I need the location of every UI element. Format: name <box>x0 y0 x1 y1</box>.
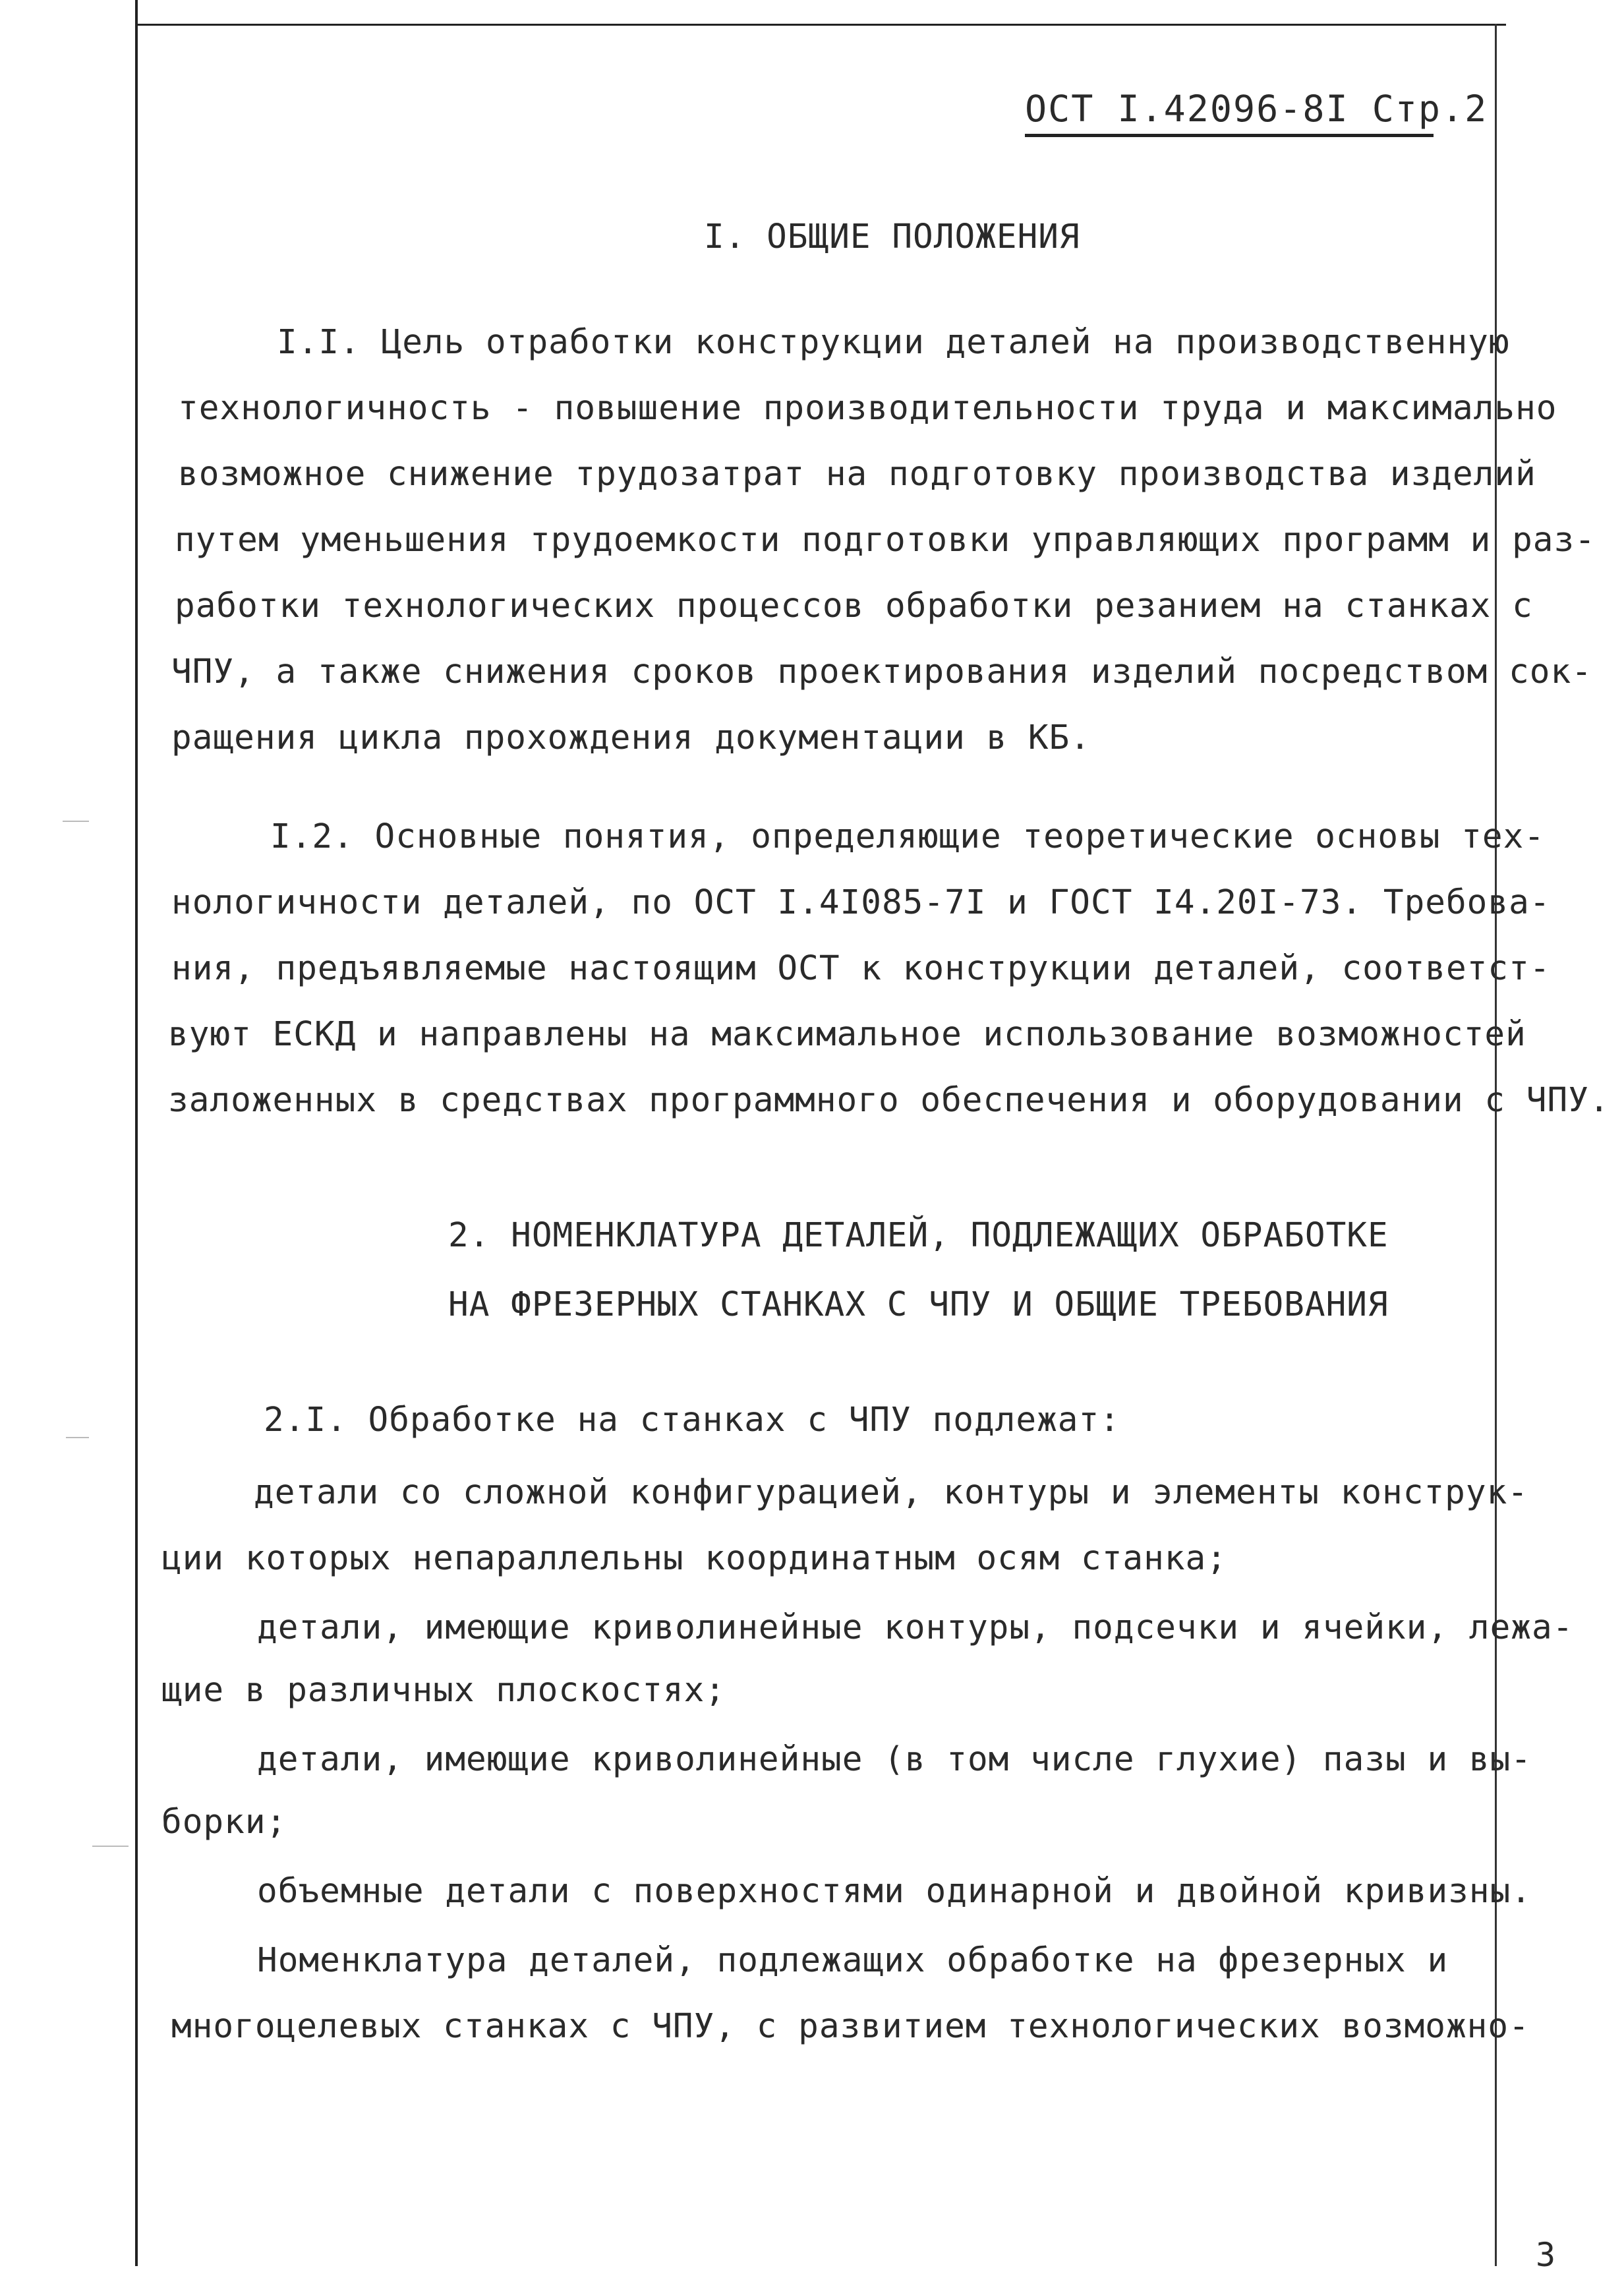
paragraph-line: ции которых непараллельны координатным осям станка; <box>161 1539 1227 1578</box>
paragraph-line: I.2. Основные понятия, определяющие теоретические основы тех- <box>270 817 1545 856</box>
paragraph-line: детали, имеющие криволинейные контуры, подсечки и ячейки, лежа- <box>257 1608 1574 1647</box>
paragraph-line: многоцелевых станках с ЧПУ, с развитием технологических возможно- <box>171 2007 1530 2046</box>
paragraph-line: вуют ЕСКД и направлены на максимальное использование возможностей <box>168 1015 1526 1054</box>
paragraph-line: путем уменьшения трудоемкости подготовки управляющих программ и раз- <box>175 521 1596 560</box>
paragraph-line: Номенклатура деталей, подлежащих обработке на фрезерных и <box>257 1941 1449 1980</box>
paragraph-line: детали со сложной конфигурацией, контуры и элементы конструк- <box>254 1473 1528 1512</box>
section-1-title: I. ОБЩИЕ ПОЛОЖЕНИЯ <box>704 218 1080 256</box>
section-2-title-line-1: 2. НОМЕНКЛАТУРА ДЕТАЛЕЙ, ПОДЛЕЖАЩИХ ОБРАБОТКЕ <box>448 1216 1389 1255</box>
document-header: ОСТ I.42096-8I Стр.2 <box>1025 88 1488 130</box>
paragraph-line: возможное снижение трудозатрат на подготовку производства изделий <box>178 455 1536 494</box>
paragraph-line: борки; <box>161 1803 287 1842</box>
page-number: 3 <box>1536 2236 1556 2274</box>
frame-left-line <box>135 0 138 2266</box>
paragraph-line: ния, предъявляемые настоящим ОСТ к конструкции деталей, соответст- <box>171 949 1551 988</box>
section-2-title-line-2: НА ФРЕЗЕРНЫХ СТАНКАХ С ЧПУ И ОБЩИЕ ТРЕБОВАНИЯ <box>448 1285 1389 1324</box>
frame-top-line <box>135 24 1506 26</box>
paragraph-line: щие в различных плоскостях; <box>161 1671 726 1710</box>
margin-mark <box>92 1846 129 1847</box>
paragraph-line: ЧПУ, а также снижения сроков проектирования изделий посредством сок- <box>171 653 1592 691</box>
paragraph-line: технологичность - повышение производительности труда и максимально <box>178 389 1557 428</box>
paragraph-line: нологичности деталей, по ОСТ I.4I085-7I и ГОСТ I4.20I-73. Требова- <box>171 883 1551 922</box>
paragraph-line: 2.I. Обработке на станках с ЧПУ подлежат: <box>264 1401 1120 1440</box>
paragraph-line: работки технологических процессов обработки резанием на станках с <box>175 587 1533 626</box>
paragraph-line: ращения цикла прохождения документации в КБ. <box>171 718 1091 757</box>
margin-mark <box>66 1437 89 1438</box>
paragraph-line: заложенных в средствах программного обеспечения и оборудовании с ЧПУ. <box>168 1081 1610 1120</box>
paragraph-line: I.I. Цель отработки конструкции деталей на производственную <box>277 323 1510 362</box>
paragraph-line: детали, имеющие криволинейные (в том числе глухие) пазы и вы- <box>257 1740 1532 1779</box>
margin-mark <box>63 821 89 822</box>
paragraph-line: объемные детали с поверхностями одинарной и двойной кривизны. <box>257 1872 1532 1911</box>
header-underline <box>1025 134 1434 137</box>
